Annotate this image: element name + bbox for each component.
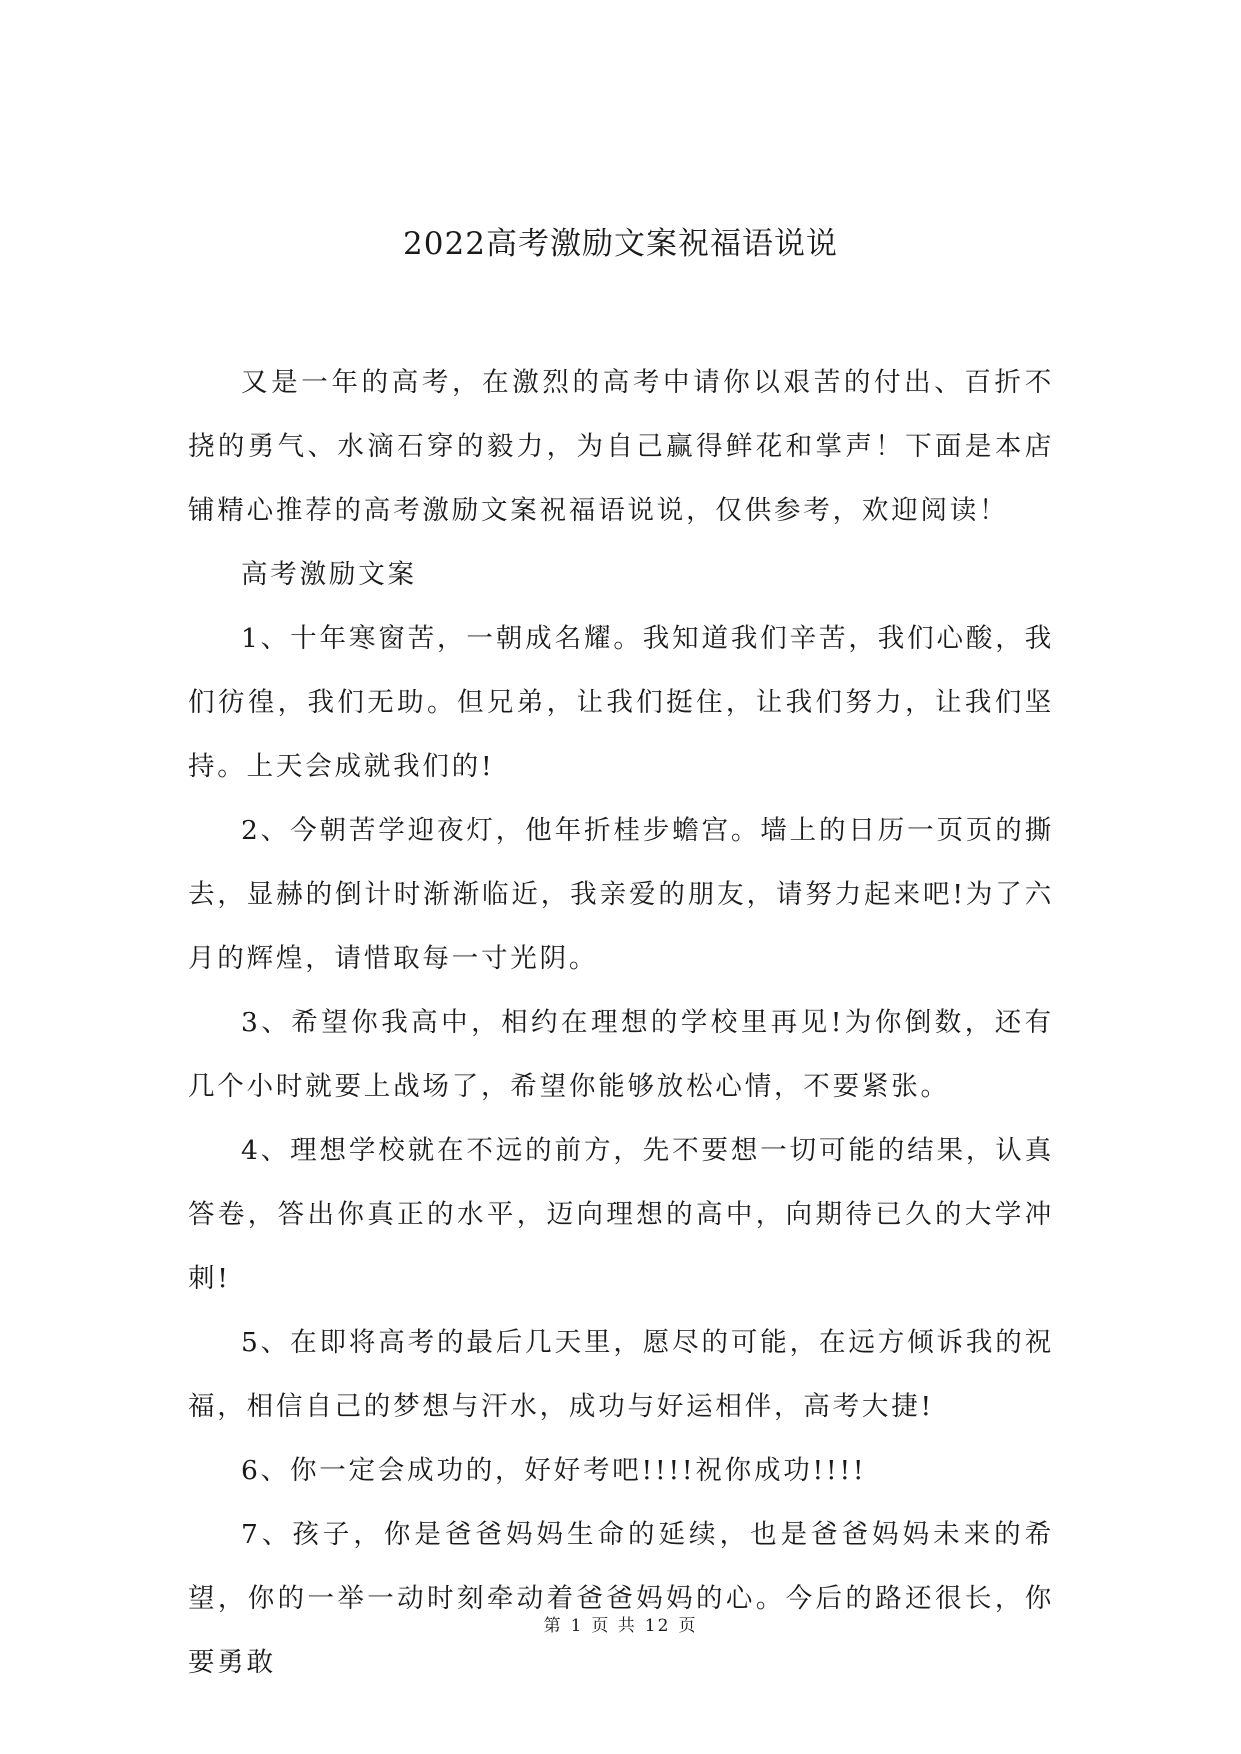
list-item-3: 3、希望你我高中，相约在理想的学校里再见!为你倒数，还有几个小时就要上战场了，希望你能够放松心情，不要紧张。	[188, 1007, 1054, 1102]
footer-total-pages: 12	[644, 1616, 671, 1636]
list-item-2: 2、今朝苦学迎夜灯，他年折桂步蟾宫。墙上的日历一页页的撕去，显赫的倒计时渐渐临近，我亲爱的朋友，请努力起来吧!为了六月的辉煌，请惜取每一寸光阴。	[188, 815, 1054, 974]
footer-current-page: 1	[570, 1616, 584, 1636]
list-item-4: 4、理想学校就在不远的前方，先不要想一切可能的结果，认真答卷，答出你真正的水平，迈向理想的高中，向期待已久的大学冲刺!	[188, 1135, 1054, 1294]
footer-middle: 页 共	[591, 1616, 637, 1636]
list-item-7: 7、孩子，你是爸爸妈妈生命的延续，也是爸爸妈妈未来的希望，你的一举一动时刻牵动着爸爸妈妈的心。今后的路还很长，你要勇敢	[188, 1519, 1054, 1678]
intro-paragraph: 又是一年的高考，在激烈的高考中请你以艰苦的付出、百折不挠的勇气、水滴石穿的毅力，为自己赢得鲜花和掌声！下面是本店铺精心推荐的高考激励文案祝福语说说，仅供参考，欢迎阅读！	[188, 367, 1054, 526]
document-body	[188, 351, 1054, 1695]
footer-suffix: 页	[678, 1616, 698, 1636]
footer-prefix: 第	[543, 1616, 563, 1636]
list-item-1: 1、十年寒窗苦，一朝成名耀。我知道我们辛苦，我们心酸，我们彷徨，我们无助。但兄弟，让我们挺住，让我们努力，让我们坚持。上天会成就我们的!	[188, 623, 1054, 782]
document-title: 2022高考激励文案祝福语说说	[403, 226, 838, 262]
list-item-6: 6、你一定会成功的，好好考吧!!!!祝你成功!!!!	[241, 1455, 867, 1486]
list-item-5: 5、在即将高考的最后几天里，愿尽的可能，在远方倾诉我的祝福，相信自己的梦想与汗水，成功与好运相伴，高考大捷!	[188, 1327, 1054, 1422]
section-heading: 高考激励文案	[241, 559, 417, 590]
page-footer	[0, 1614, 1241, 1638]
